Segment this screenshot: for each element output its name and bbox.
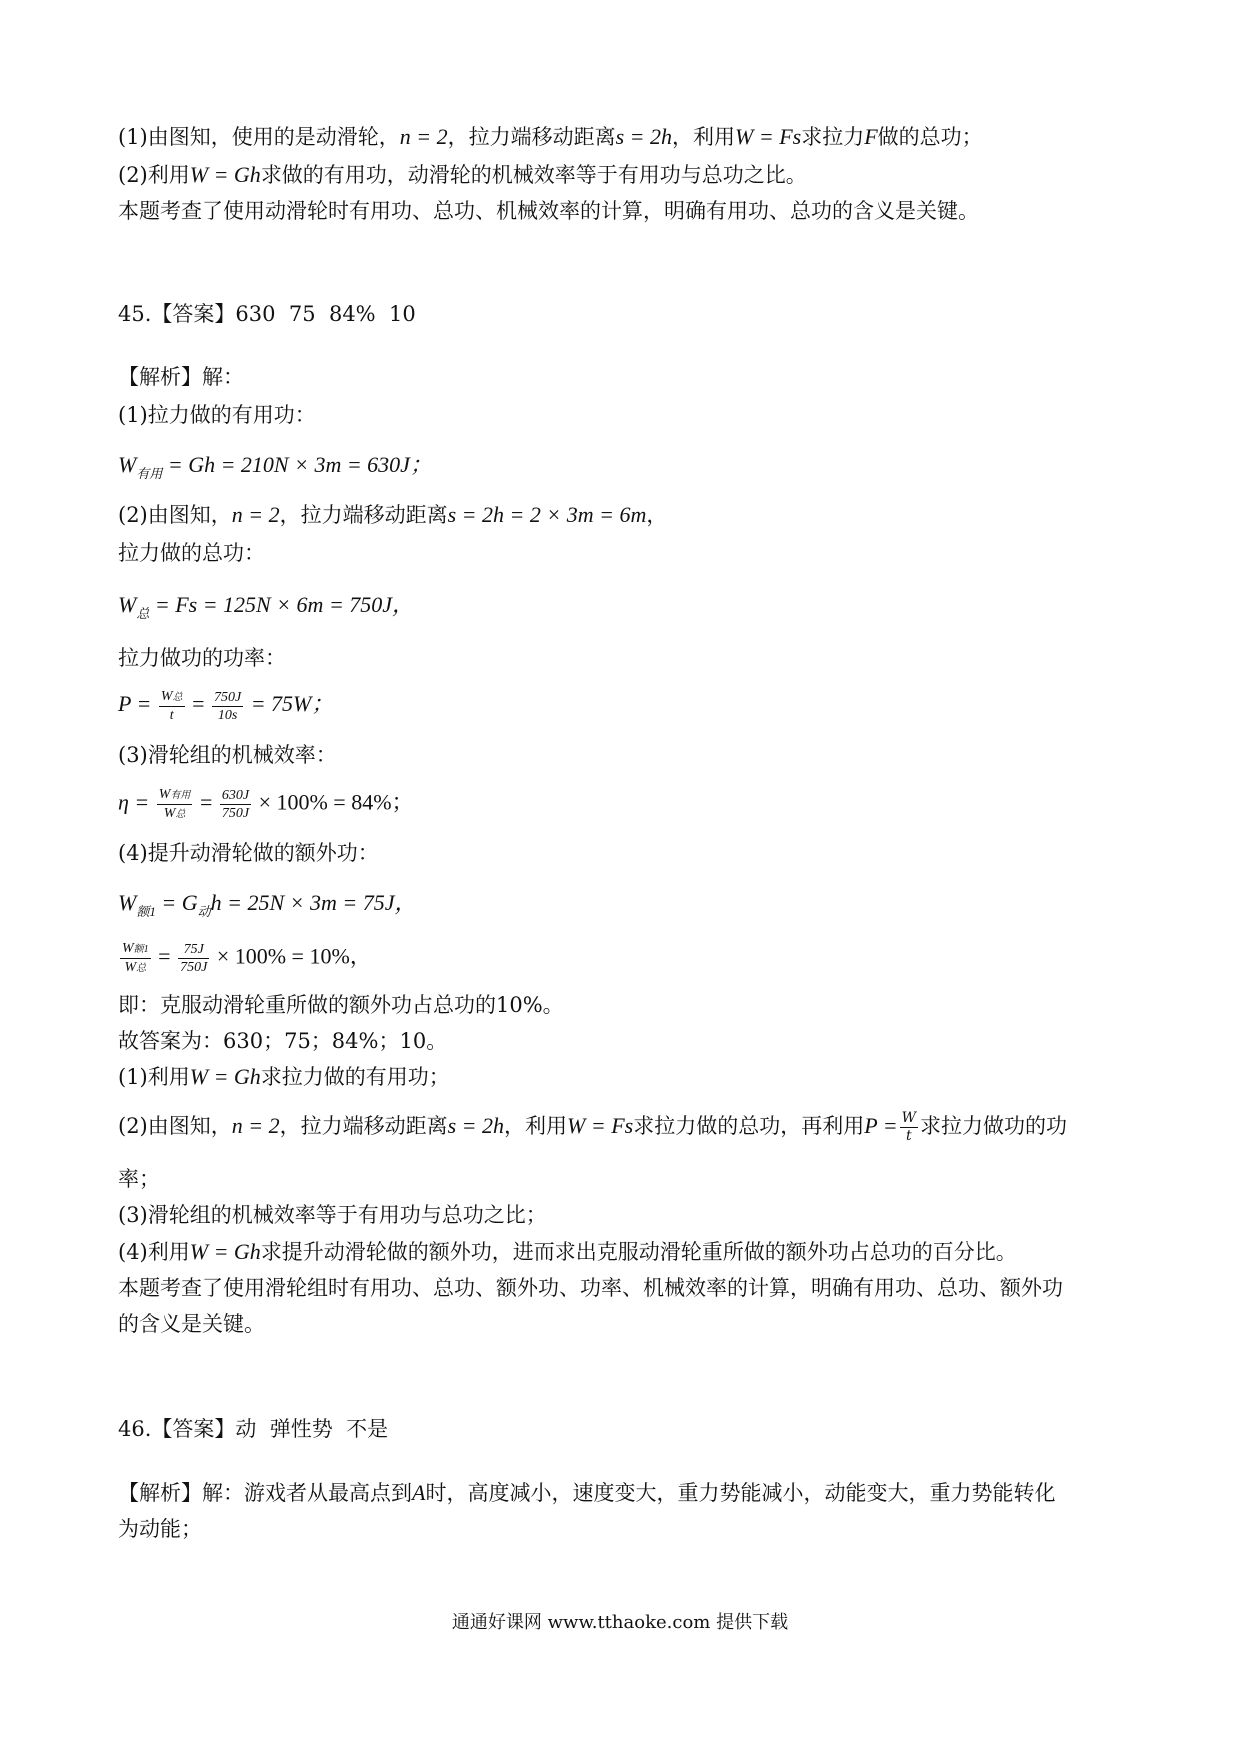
q45-power-title: 拉力做功的功率： [118,646,286,670]
math: W [122,941,134,956]
math: h = 25N × 3m = 75J， [210,890,417,915]
text: ，利用 [504,1114,568,1138]
math: × 100% = 10%， [216,943,372,969]
fraction [159,688,185,724]
math: P = [864,1113,898,1138]
math: = Gh = 210N × 3m = 630J； [167,452,432,477]
answer-value: 84% [328,302,376,326]
q45-summary-2: 的含义是关键。 [118,1312,265,1336]
q45-step3-title: (3)滑轮组的机械效率： [118,743,337,767]
text: 求做的有用功，动滑轮的机械效率等于有用功与总功之比。 [260,163,807,187]
math: η = [118,789,150,815]
math: P = [118,691,152,717]
math: s = 2h [447,1113,505,1138]
answer-value: 弹性势 [269,1417,333,1441]
q45-summary-1: 本题考查了使用滑轮组时有用功、总功、额外功、功率、机械效率的计算，明确有用功、总功、额外功 [118,1276,1063,1300]
text: ， [646,503,668,527]
answer-value: 75 [288,302,316,326]
text: ，拉力端移动距离 [279,1114,448,1138]
q45-step1-title: (1)拉力做的有用功： [118,403,316,427]
q45-hint-1 [118,1062,450,1092]
math: W = Fs [567,1113,634,1138]
math: n = 2 [231,1113,280,1138]
math: W = Gh [189,162,261,187]
math: n = 2 [399,124,448,149]
math: W = Gh [189,1239,261,1264]
subscript: 总 [175,809,186,820]
math: s = 2h = 2 × 3m = 6m [447,502,647,527]
text: (1)由图知，使用的是动滑轮， [118,125,400,149]
math: W [160,689,173,704]
q46-answer-line [118,1414,388,1444]
text: ，拉力端移动距离 [447,125,616,149]
math: = [192,691,205,717]
q45-useful-work-eq [118,450,432,489]
text: (1)利用 [118,1065,190,1089]
math: 10s [217,707,238,723]
math: 750J [213,689,242,705]
text: (2)由图知， [118,1114,232,1138]
answer-value: 10 [389,302,416,326]
text: (4)利用 [118,1240,190,1264]
math: W = Fs [735,124,802,149]
text: (2)由图知， [118,503,232,527]
fraction [178,941,209,976]
math: 630J [221,788,250,803]
math: W [118,890,137,915]
q45-total-work-eq [118,590,414,629]
q45-hint-4 [118,1237,1017,1267]
math: t [169,708,174,723]
math: = G [161,890,198,915]
math: W [118,592,137,617]
answer-value: 630 [235,302,276,326]
text: 时，高度减小，速度变大，重力势能减小，动能变大，重力势能转化 [425,1481,1056,1505]
text: ，利用 [672,125,736,149]
answer-label: 46.【答案】 [118,1417,236,1441]
q45-analysis-label: 【解析】解： [118,365,244,389]
top-line-3: 本题考查了使用动滑轮时有用功、总功、机械效率的计算，明确有用功、总功的含义是关键。 [118,199,979,223]
math: 750J [180,960,208,975]
q45-step2-line [118,500,667,530]
q45-hint-2-cont: 率； [118,1167,160,1191]
q45-power-eq [118,688,333,724]
math: = Fs = 125N × 6m = 750J， [154,592,415,617]
math: × 100% = 84%； [258,789,414,815]
math: n = 2 [231,502,280,527]
q45-hint-3: (3)滑轮组的机械效率等于有用功与总功之比； [118,1203,547,1227]
text: 【解析】解：游戏者从最高点到 [118,1481,412,1505]
subscript: 动 [197,904,211,919]
math: A [412,1480,426,1505]
q45-ratio-eq [118,940,372,977]
math: W [901,1110,916,1126]
subscript: 有用 [136,466,163,481]
q45-efficiency-eq [118,786,414,823]
math: F [864,124,878,149]
text: 求拉力做功的功 [919,1114,1067,1138]
q46-analysis-1 [118,1478,1055,1508]
page-footer: 通通好课网 www.tthaoke.com 提供下载 [451,1612,789,1633]
answer-value: 动 [235,1417,257,1441]
text: (2)利用 [118,163,190,187]
top-line-1 [118,122,983,152]
subscript: 总 [136,606,150,621]
text: 求提升动滑轮做的额外功，进而求出克服动滑轮重所做的额外功占总功的百分比。 [260,1240,1017,1264]
math: 750J [221,806,250,821]
top-line-2 [118,160,807,190]
text: 求拉力 [801,125,865,149]
q45-step2-title2: 拉力做的总功： [118,541,265,565]
q45-step4-title: (4)提升动滑轮做的额外功： [118,841,379,865]
fraction [900,1110,918,1145]
subscript: 有用 [170,790,191,801]
subscript: 额1 [133,944,149,955]
text: 做的总功； [877,125,983,149]
q45-answer-line [118,299,416,329]
math: = [158,943,171,969]
answer-value: 不是 [346,1417,389,1441]
math: t [905,1128,912,1144]
math: W [124,960,137,975]
subscript: 总 [172,692,183,703]
q45-conclusion: 即：克服动滑轮重所做的额外功占总功的10%。 [118,993,564,1017]
q45-hint-2 [118,1110,1067,1145]
text: ，拉力端移动距离 [279,503,448,527]
math: W = Gh [189,1064,261,1089]
q45-final-answer: 故答案为：630；75；84%；10。 [118,1029,448,1053]
math: W [163,806,176,821]
text: 求拉力做的有用功； [260,1065,450,1089]
subscript: 额1 [136,904,156,919]
fraction [212,689,243,724]
math: W [118,452,137,477]
math: 75J [178,941,209,959]
text: 求拉力做的总功，再利用 [633,1114,865,1138]
q46-analysis-2: 为动能； [118,1517,202,1541]
subscript: 总 [136,963,147,974]
math: = [199,789,213,815]
answer-label: 45.【答案】 [118,302,236,326]
math: W [158,787,171,802]
math: s = 2h [615,124,673,149]
fraction [157,786,193,823]
q45-extra-work-eq [118,888,416,927]
math: = 75W； [250,691,334,717]
fraction [120,940,151,977]
fraction [220,787,251,822]
